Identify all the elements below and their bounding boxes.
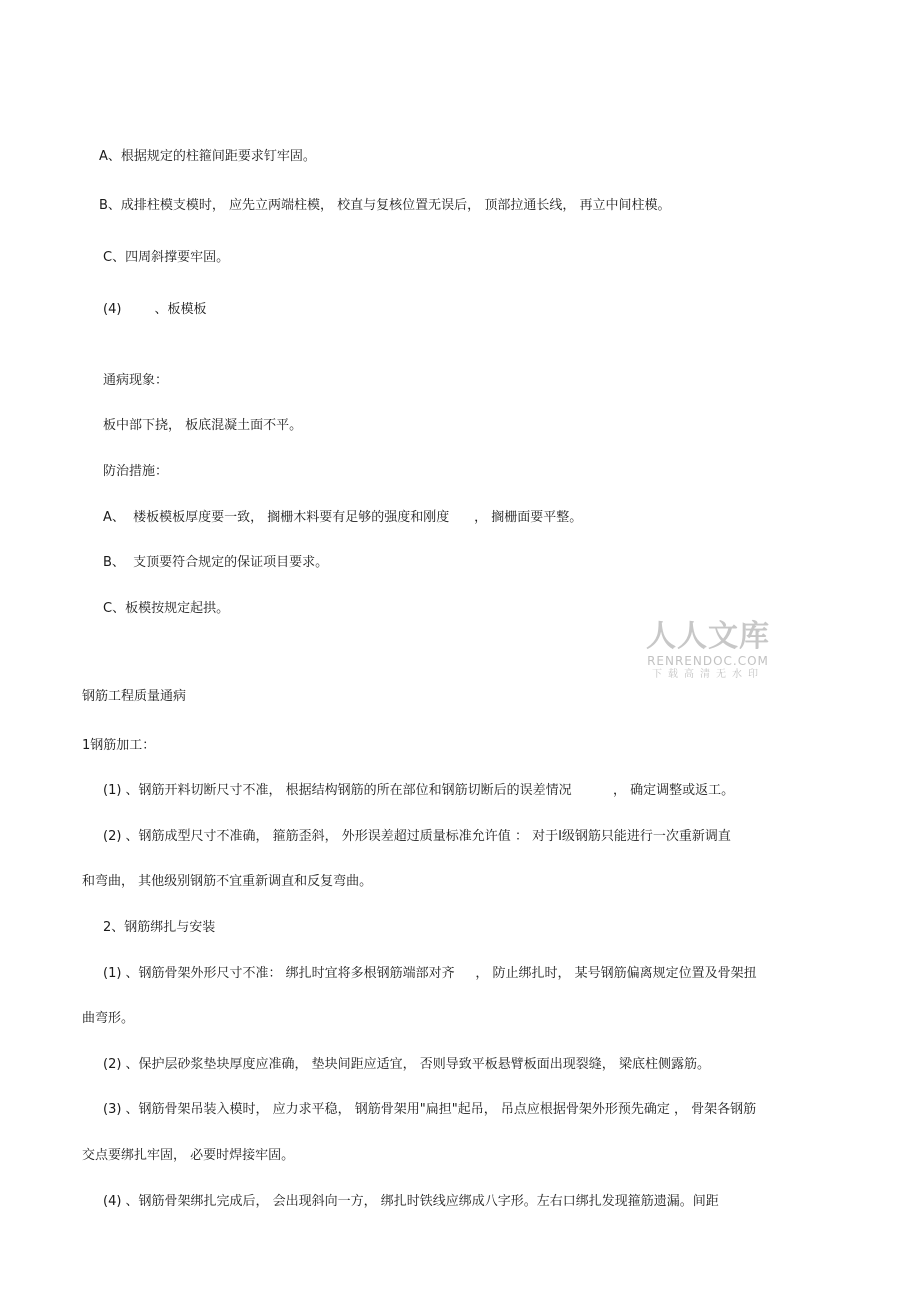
- section-heading: 1钢筋加工：: [82, 738, 156, 753]
- paragraph-line: (2) 、钢筋成型尺寸不准确， 箍筋歪斜， 外形误差超过质量标准允许值 ： 对于I级钢筋只能进行一次重新调直: [103, 829, 731, 844]
- paragraph-line: 曲弯形。: [82, 1011, 135, 1026]
- paragraph-line: (3) 、钢筋骨架吊装入模时， 应力求平稳， 钢筋骨架用"扁担"起吊， 吊点应根据骨架外形预先确定 ， 骨架各钢筋: [103, 1102, 757, 1117]
- paragraph-line: 和弯曲， 其他级别钢筋不宜重新调直和反复弯曲。: [82, 874, 373, 889]
- paragraph-line: (4) 、钢筋骨架绑扎完成后， 会出现斜向一方， 绑扎时铁线应绑成八字形。左右口绑扎发现箍筋遗漏。间距: [103, 1194, 719, 1209]
- paragraph-line: (1) 、钢筋骨架外形尺寸不准： 绑扎时宜将多根钢筋端部对齐 ， 防止绑扎时， 某号钢筋偏离规定位置及骨架扭: [103, 966, 757, 981]
- paragraph-line: 板中部下挠， 板底混凝土面不平。: [103, 418, 303, 433]
- paragraph-line: A、根据规定的柱箍间距要求钉牢固。: [99, 149, 316, 164]
- paragraph-line: B、 支顶要符合规定的保证项目要求。: [103, 555, 329, 570]
- section-heading: (4) 、板模板: [103, 302, 207, 317]
- paragraph-line: (2) 、保护层砂浆垫块厚度应准确， 垫块间距应适宜， 否则导致平板悬臂板面出现裂缝， 梁底柱侧露筋。: [103, 1057, 710, 1072]
- paragraph-line: A、 楼板模板厚度要一致， 搁栅木料要有足够的强度和刚度 ， 搁栅面要平整。: [103, 510, 583, 525]
- paragraph-line: 交点要绑扎牢固， 必要时焊接牢固。: [82, 1148, 295, 1163]
- paragraph-line: C、板模按规定起拱。: [103, 601, 230, 616]
- paragraph-line: 通病现象：: [103, 373, 169, 388]
- paragraph-line: (1) 、钢筋开料切断尺寸不准， 根据结构钢筋的所在部位和钢筋切断后的误差情况 ， 确定调整或返工。: [103, 783, 735, 798]
- watermark-url: RENRENDOC.COM: [647, 654, 769, 668]
- paragraph-line: 防治措施：: [103, 464, 169, 479]
- watermark-logo: [642, 620, 774, 682]
- paragraph-line: C、四周斜撑要牢固。: [103, 250, 230, 265]
- watermark-title: 人人文库: [646, 619, 770, 654]
- section-heading: 2、钢筋绑扎与安装: [103, 920, 216, 935]
- section-title: 钢筋工程质量通病: [82, 689, 187, 704]
- paragraph-line: B、成排柱模支模时， 应先立两端柱模， 校直与复核位置无误后， 顶部拉通长线， 再立中间柱模。: [99, 198, 671, 213]
- watermark-subtitle: 下载高清无水印: [652, 669, 764, 680]
